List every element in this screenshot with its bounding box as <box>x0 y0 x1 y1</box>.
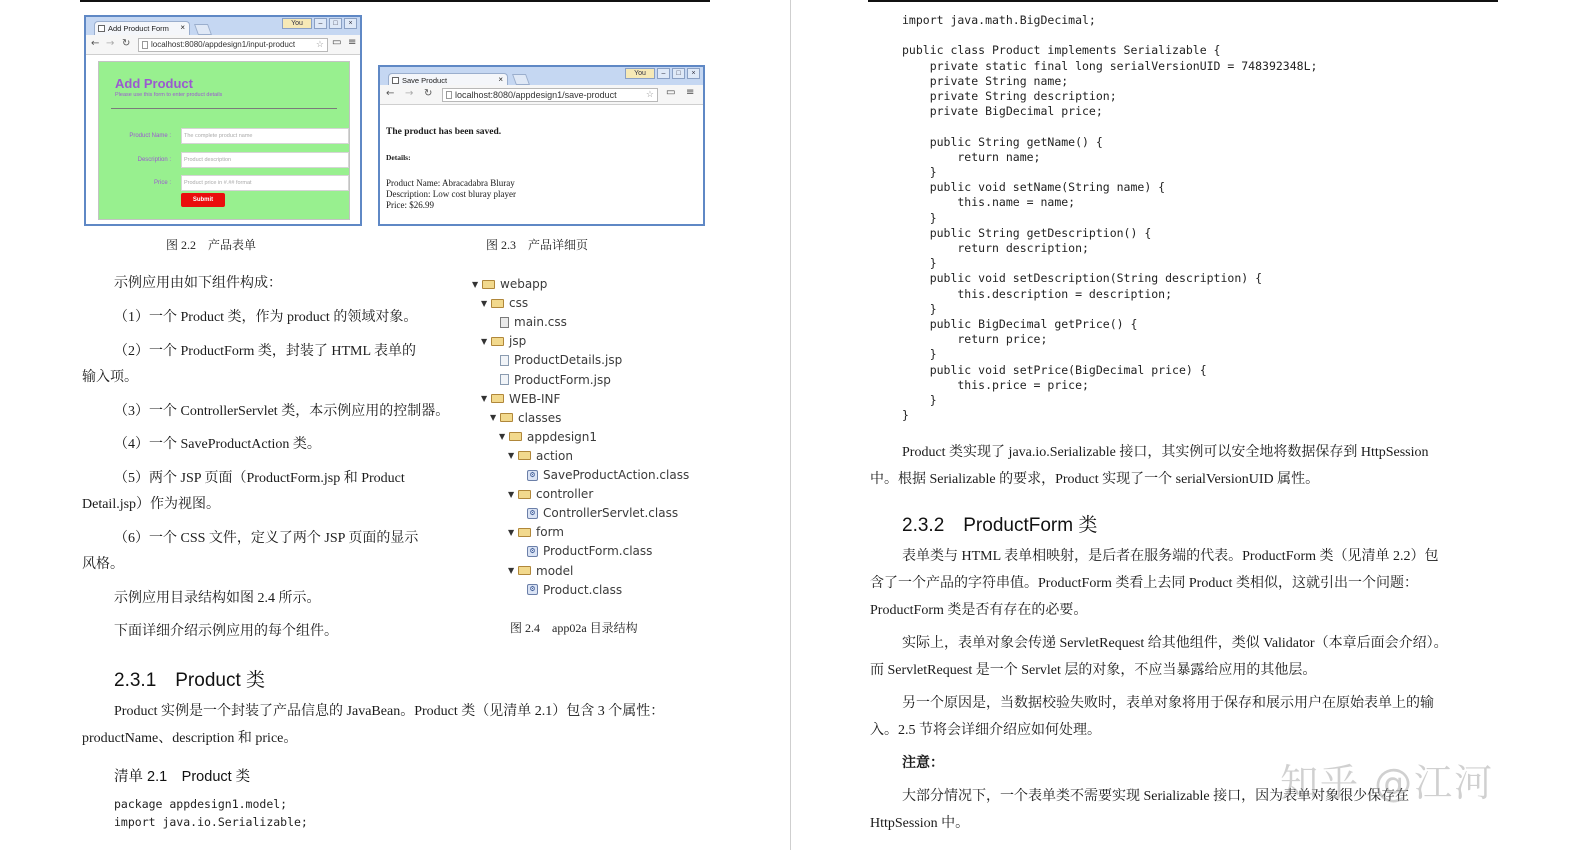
component-item-6: （6）一个 CSS 文件，定义了两个 JSP 页面的显示 <box>114 531 419 546</box>
top-rule <box>868 0 1498 2</box>
serializable-paragraph-cont: 中。根据 Serializable 的要求，Product 实现了一个 serialVersionUID 属性。 <box>870 472 1320 487</box>
forward-arrow-icon[interactable]: → <box>106 38 115 49</box>
note-label: 注意： <box>902 756 944 771</box>
component-item-5-cont: Detail.jsp）作为视图。 <box>82 497 221 512</box>
price-input[interactable]: Product price in #.## format <box>181 175 349 191</box>
tree-item-label: jsp <box>509 334 527 349</box>
component-item-2-cont: 输入项。 <box>82 370 138 385</box>
tree-item[interactable] <box>508 525 564 539</box>
close-window-icon[interactable]: × <box>687 68 700 79</box>
right-page <box>792 0 1582 850</box>
folder-icon <box>518 528 531 537</box>
tree-item-label: model <box>536 563 574 578</box>
browser-tab[interactable] <box>94 21 190 35</box>
back-arrow-icon[interactable]: ← <box>386 88 395 99</box>
code-line: } <box>902 408 909 423</box>
tree-item-label: webapp <box>500 277 548 291</box>
new-tab-button[interactable] <box>194 24 212 35</box>
page-icon <box>142 41 148 49</box>
description-label: Description : <box>137 157 171 163</box>
tree-item-label: appdesign1 <box>527 429 598 444</box>
code-line: public String getDescription() { <box>902 225 1152 240</box>
address-bar[interactable] <box>138 38 328 52</box>
window-controls <box>625 68 700 79</box>
tree-item-label: ProductDetails.jsp <box>514 353 623 368</box>
class-file-icon: ⚙ <box>527 546 538 557</box>
figure-2-2-caption: 图 2.2 产品表单 <box>166 238 257 252</box>
tree-item-label: controller <box>536 487 594 502</box>
code-line: private String description; <box>902 89 1117 103</box>
product-name-input[interactable]: The complete product name <box>181 128 349 144</box>
tree-item[interactable] <box>508 487 593 501</box>
bookmark-star-icon[interactable]: ☆ <box>315 39 324 49</box>
component-item-3: （3）一个 ControllerServlet 类，本示例应用的控制器。 <box>114 404 450 419</box>
folder-icon <box>500 413 513 422</box>
class-file-icon: ⚙ <box>527 508 538 519</box>
form-paragraph-cont-2: ProductForm 类是否有存在的必要。 <box>870 603 1088 618</box>
product-name-line: Product Name: Abracadabra Bluray <box>386 178 515 188</box>
reason-paragraph: 另一个原因是，当数据校验失败时，表单对象将用于保存和展示用户在原始表单上的输 <box>902 696 1434 711</box>
tree-item-label: form <box>536 525 564 540</box>
component-item-5: （5）两个 JSP 页面（ProductForm.jsp 和 Product <box>114 471 405 486</box>
code-line: } <box>902 256 937 271</box>
expand-toggle-icon[interactable]: ▼ <box>499 432 506 442</box>
code-line: import java.math.BigDecimal; <box>902 13 1096 27</box>
details-label: Details: <box>386 153 411 162</box>
tree-item[interactable] <box>481 296 528 310</box>
expand-toggle-icon[interactable]: ▼ <box>481 394 488 404</box>
zhihu-watermark: 知乎 @江河 <box>1280 761 1495 805</box>
tree-item-label: ProductForm.class <box>543 544 653 559</box>
figure-2-3-caption: 图 2.3 产品详细页 <box>486 238 589 252</box>
component-item-2: （2）一个 ProductForm 类，封装了 HTML 表单的 <box>114 344 417 359</box>
class-file-icon: ⚙ <box>527 584 538 595</box>
expand-toggle-icon[interactable]: ▼ <box>481 336 488 346</box>
folder-icon <box>518 566 531 575</box>
cast-icon[interactable]: ▭ <box>666 87 676 98</box>
tree-item[interactable] <box>508 564 573 578</box>
browser-tab-title: Add Product Form <box>108 24 169 33</box>
tree-item[interactable] <box>490 373 611 387</box>
page-icon <box>446 91 452 99</box>
browser-titlebar <box>86 17 360 35</box>
css-file-icon <box>500 317 509 328</box>
tree-item[interactable] <box>481 334 526 348</box>
code-line: private String name; <box>902 73 1069 88</box>
code-line: package appdesign1.model; <box>114 797 288 811</box>
price-line: Price: $26.99 <box>386 200 434 210</box>
tree-item-label: Product.class <box>543 582 623 597</box>
tree-item-label: SaveProductAction.class <box>543 468 690 482</box>
tree-item-label: main.css <box>514 315 567 330</box>
price-label: Price : <box>153 180 171 186</box>
note-paragraph: 大部分情况下，一个表单类不需要实现 Serializable 接口，因为表单对象很少保存在 <box>902 789 1410 804</box>
expand-toggle-icon[interactable]: ▼ <box>490 413 497 423</box>
close-window-icon[interactable]: × <box>344 18 357 29</box>
code-line: } <box>902 301 937 316</box>
expand-toggle-icon[interactable]: ▼ <box>508 527 515 537</box>
code-line: } <box>902 210 937 225</box>
form-divider <box>111 108 337 109</box>
actual-paragraph-cont: 而 ServletRequest 是一个 Servlet 层的对象，不应当暴露给应用的其他层。 <box>870 663 1317 678</box>
code-line: public class Product implements Serializable { <box>902 43 1221 58</box>
figure-add-product-browser <box>84 15 362 226</box>
tree-item[interactable] <box>508 449 573 463</box>
left-page <box>0 0 790 850</box>
code-line: public void setName(String name) { <box>902 180 1166 195</box>
section-heading-2-3-1: 2.3.1 Product 类 <box>114 670 266 691</box>
form-paragraph-cont-1: 含了一个产品的字符串值。ProductForm 类看上去同 Product 类相似，这就引出一个问题： <box>870 576 1418 591</box>
browser-titlebar <box>380 67 703 85</box>
page-favicon-icon <box>98 25 105 32</box>
tab-close-icon[interactable]: × <box>498 75 503 84</box>
code-line: public void setDescription(String description) { <box>902 271 1263 286</box>
tab-close-icon[interactable]: × <box>180 23 185 32</box>
address-bar-url: localhost:8080/appdesign1/save-product <box>455 90 617 100</box>
intro-paragraph: 示例应用由如下组件构成： <box>114 276 282 291</box>
back-arrow-icon[interactable]: ← <box>91 38 100 49</box>
expand-toggle-icon[interactable]: ▼ <box>508 451 515 461</box>
user-badge[interactable]: You <box>282 18 312 29</box>
browser-toolbar <box>86 35 360 55</box>
file-icon <box>500 355 509 366</box>
forward-arrow-icon[interactable]: → <box>405 88 414 99</box>
maximize-icon[interactable]: □ <box>329 18 342 29</box>
folder-icon <box>491 299 504 308</box>
file-icon <box>500 374 509 385</box>
code-line: private BigDecimal price; <box>902 104 1103 119</box>
code-line: } <box>902 165 937 179</box>
folder-icon <box>482 280 495 289</box>
form-title: Add Product <box>115 76 193 91</box>
code-line: } <box>902 393 937 407</box>
structure-reference: 示例应用目录结构如图 2.4 所示。 <box>114 591 321 606</box>
tree-item-label: ControllerServlet.class <box>543 506 679 521</box>
save-product-page <box>380 105 703 224</box>
code-line: public BigDecimal getPrice() { <box>902 317 1138 331</box>
expand-toggle-icon[interactable]: ▼ <box>508 566 515 575</box>
section-heading-2-3-2: 2.3.2 ProductForm 类 <box>902 515 1098 536</box>
tree-item-label: ProductForm.jsp <box>514 372 611 387</box>
reload-icon[interactable]: ↻ <box>424 88 433 99</box>
code-line: this.name = name; <box>902 195 1076 210</box>
listing-2-1-title: 清单 2.1 Product 类 <box>114 769 251 785</box>
tree-item-label: classes <box>518 410 562 425</box>
tree-item-label: WEB-INF <box>509 391 561 406</box>
expand-toggle-icon[interactable]: ▼ <box>481 298 488 308</box>
folder-icon <box>509 432 522 441</box>
minimize-icon[interactable]: – <box>314 18 327 29</box>
submit-button[interactable]: Submit <box>181 193 225 207</box>
code-line: this.price = price; <box>902 377 1089 392</box>
component-item-6-cont: 风格。 <box>82 557 124 572</box>
menu-icon[interactable]: ≡ <box>348 37 357 48</box>
tree-item[interactable] <box>490 411 561 425</box>
description-input[interactable]: Product description <box>181 152 349 168</box>
tree-item[interactable] <box>481 392 560 406</box>
code-line: } <box>902 347 937 362</box>
expand-toggle-icon[interactable]: ▼ <box>472 279 479 289</box>
folder-icon <box>491 337 504 346</box>
figure-save-product-browser <box>378 65 705 226</box>
detail-intro: 下面详细介绍示例应用的每个组件。 <box>114 624 338 639</box>
component-item-1: （1）一个 Product 类，作为 product 的领域对象。 <box>114 310 418 325</box>
description-line: Description: Low cost bluray player <box>386 189 516 199</box>
code-line: private static final long serialVersionUID = 748392348L; <box>902 58 1318 73</box>
code-line: import java.io.Serializable; <box>114 815 308 829</box>
maximize-icon[interactable]: □ <box>672 68 685 79</box>
expand-toggle-icon[interactable]: ▼ <box>508 489 515 499</box>
folder-icon <box>518 490 531 499</box>
figure-2-4-caption: 图 2.4 app02a 目录结构 <box>510 621 638 635</box>
code-line: public void setPrice(BigDecimal price) { <box>902 362 1207 377</box>
product-description-cont: productName、description 和 price。 <box>82 731 298 746</box>
address-bar-url: localhost:8080/appdesign1/input-product <box>151 40 296 49</box>
add-product-form <box>98 61 350 220</box>
tree-item[interactable] <box>517 468 689 482</box>
browser-viewport <box>86 55 360 224</box>
tree-item-label: action <box>536 448 573 463</box>
top-rule <box>80 0 710 2</box>
actual-paragraph: 实际上，表单对象会传递 ServletRequest 给其他组件，类似 Validator（本章后面会介绍）。 <box>902 636 1448 651</box>
class-file-icon: ⚙ <box>527 470 538 481</box>
minimize-icon[interactable]: – <box>657 68 670 79</box>
product-description: Product 实例是一个封装了产品信息的 JavaBean。Product 类（见清单 2.1）包含 3 个属性： <box>114 704 665 719</box>
window-controls <box>282 18 357 29</box>
browser-toolbar <box>380 85 703 105</box>
reload-icon[interactable]: ↻ <box>122 38 131 49</box>
tree-item[interactable] <box>490 353 622 367</box>
tree-item[interactable] <box>517 506 678 520</box>
cast-icon[interactable]: ▭ <box>332 37 342 48</box>
folder-icon <box>518 451 531 460</box>
address-bar[interactable] <box>442 88 658 102</box>
code-line: return price; <box>902 332 1048 347</box>
menu-icon[interactable]: ≡ <box>686 87 695 98</box>
tree-item-label: css <box>509 296 529 311</box>
user-badge[interactable]: You <box>625 68 655 79</box>
component-item-4: （4）一个 SaveProductAction 类。 <box>114 437 321 452</box>
tree-item[interactable] <box>517 583 622 597</box>
form-paragraph: 表单类与 HTML 表单相映射，是后者在服务端的代表。ProductForm 类（见清单 2.2）包 <box>902 549 1439 564</box>
form-subtitle: Please use this form to enter product details <box>115 92 223 98</box>
code-line: public String getName() { <box>902 134 1103 149</box>
new-tab-button[interactable] <box>512 74 530 85</box>
code-line: this.description = description; <box>902 286 1173 301</box>
code-line: return description; <box>902 241 1089 255</box>
tree-item[interactable] <box>517 544 652 558</box>
page-favicon-icon <box>392 77 399 84</box>
product-name-label: Product Name : <box>129 133 171 139</box>
browser-tab-title: Save Product <box>402 76 448 85</box>
tree-item[interactable] <box>499 430 597 444</box>
folder-icon <box>491 394 504 403</box>
serializable-paragraph: Product 类实现了 java.io.Serializable 接口，其实例可以安全地将数据保存到 HttpSession <box>902 445 1429 460</box>
tree-item[interactable] <box>490 315 567 329</box>
code-line: return name; <box>902 149 1041 164</box>
reason-paragraph-cont: 入。2.5 节将会详细介绍应如何处理。 <box>870 723 1101 738</box>
note-paragraph-cont: HttpSession 中。 <box>870 816 970 831</box>
saved-message: The product has been saved. <box>386 127 502 137</box>
bookmark-star-icon[interactable]: ☆ <box>645 89 654 99</box>
tree-item[interactable] <box>472 277 547 291</box>
